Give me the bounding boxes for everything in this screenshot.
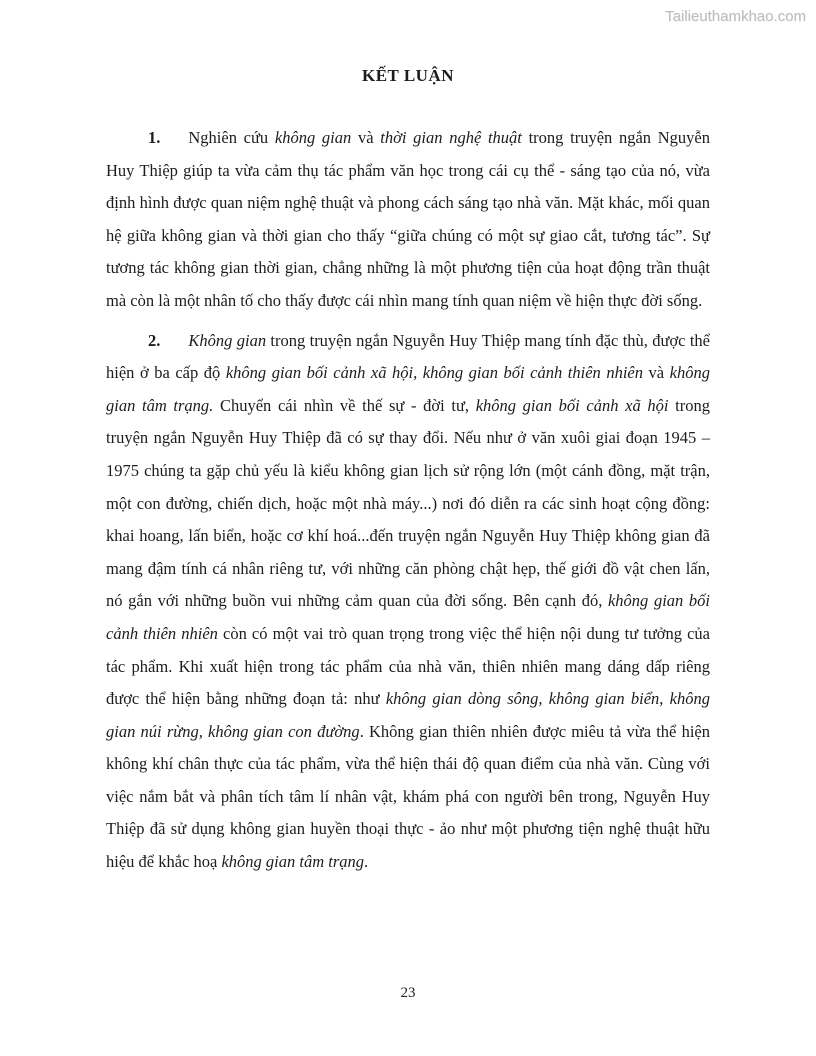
emphasized-text-run: không gian tâm trạng. [106, 363, 710, 415]
emphasized-text-run: không gian [274, 128, 352, 147]
text-run: . Không gian thiên nhiên được miêu tả vừa thể hiện không khí chân thực của tác phẩm, vừa thể hiện thái độ quan điểm của nhà văn. Cùng với việc nắm bắt và phân tích tâm lí nhân vật, khám phá con người bên trong, Nguyễn Huy Thiệp đã sử dụng không gian huyền thoại thực - ảo như một phương tiện nghệ thuật hữu hiệu để khắc hoạ [106, 721, 710, 872]
emphasized-text-run: không gian bối cảnh xã hội, không gian bối cảnh thiên nhiên [225, 363, 643, 383]
text-run: và [642, 363, 670, 383]
paragraph-number: 1. [148, 128, 161, 147]
page-title: KẾT LUẬN [361, 66, 454, 85]
emphasized-text-run: không gian bối cảnh thiên nhiên [106, 591, 710, 643]
text-run: trong truyện ngắn Nguyễn Huy Thiệp mang tính đặc thù, được thể hiện ở ba cấp độ [106, 330, 711, 383]
emphasized-text-run: không gian tâm trạng [221, 852, 364, 872]
document-page [106, 66, 710, 886]
text-run: trong truyện ngắn Nguyễn Huy Thiệp giúp ta vừa cảm thụ tác phẩm văn học trong cái cụ thể - sáng tạo của nó, vừa định hình được quan niệm nghệ thuật và phong cách sáng tạo nhà văn. Mặt khác, mối quan hệ giữa không gian và thời gian cho thấy “giữa chúng có một sự giao cắt, tương tác”. Sự tương tác không gian thời gian, chẳng những là một phương tiện của hoạt động trần thuật mà còn là một nhân tố cho thấy được cái nhìn mang tính quan niệm về hiện thực đời sống. [106, 128, 710, 310]
paragraph [106, 325, 710, 879]
text-run: còn có một vai trò quan trọng trong việc thể hiện nội dung tư tưởng của tác phẩm. Khi xuất hiện trong tác phẩm của nhà văn, thiên nhiên mang dáng dấp riêng được thể hiện bằng những đoạn tả: như [106, 623, 710, 709]
document-body [106, 122, 710, 879]
text-run: và [351, 128, 381, 147]
text-run: Chuyển cái nhìn về thế sự - đời tư, [213, 395, 476, 415]
text-run: . [364, 852, 369, 872]
paragraph [106, 122, 710, 318]
emphasized-text-run: Không gian [188, 330, 267, 350]
text-run: Nghiên cứu [188, 128, 275, 147]
emphasized-text-run: không gian dòng sông, không gian biển, không gian núi rừng, không gian con đường [106, 689, 711, 741]
emphasized-text-run: thời gian nghệ thuật [380, 128, 522, 147]
page-number: 23 [400, 985, 416, 1001]
watermark: Tailieuthamkhao.com [665, 8, 806, 25]
text-run: trong truyện ngắn Nguyễn Huy Thiệp đã có sự thay đổi. Nếu như ở văn xuôi giai đoạn 1945 – 1975 chúng ta gặp chủ yếu là kiểu không gian lịch sử rộng lớn (một cánh đồng, mặt trận, một con đường, chiến dịch, hoặc một nhà máy...) nơi đó diễn ra các sinh hoạt cộng đồng: khai hoang, lấn biển, hoặc cơ khí hoá...đến truyện ngắn Nguyễn Huy Thiệp không gian đã mang đậm tính cá nhân riêng tư, với những căn phòng chật hẹp, thế giới đồ vật chen lấn, nó gắn với những buồn vui những cảm quan của đời sống. Bên cạnh đó, [106, 395, 710, 611]
emphasized-text-run: không gian bối cảnh xã hội [475, 395, 669, 415]
paragraph-number: 2. [148, 330, 161, 350]
